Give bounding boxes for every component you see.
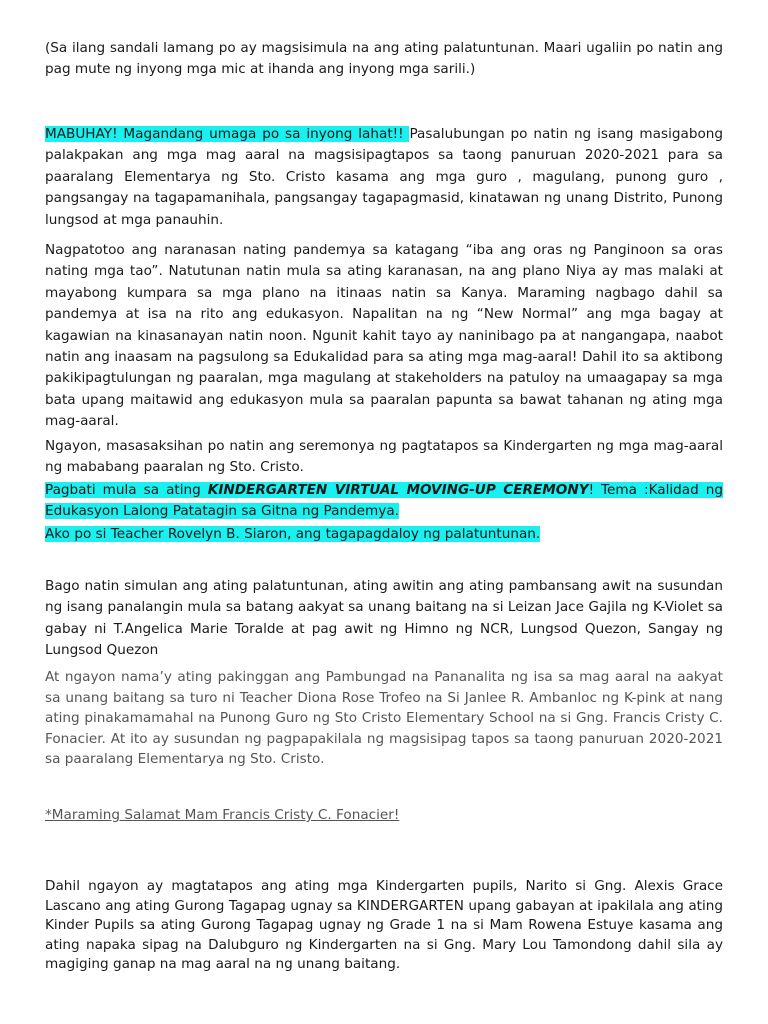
ceremony-title: KINDERGARTEN VIRTUAL MOVING-UP CEREMONY [207,482,589,498]
thanks-paragraph [45,805,723,826]
opening-remarks-paragraph: At ngayon nama’y ating pakinggan ang Pambungad na Pananalita ng isa sa mag aaral na aakyat sa unang baitang sa turo ni Teacher Diona Rose Trofeo na Si Janlee R. Ambanloc ng K-pink at nang ating pinakamamahal na Punong Guro ng Sto Cristo Elementary School na si Gng. Francis Cristy C. Fonacier. At ito ay susundan ng pagpapakilala ng magsisipag tapos sa taong panuruan 2020-2021 sa paaralang Elementarya ng Sto. Cristo. [45,669,723,768]
theme-suffix: ! Tema :Kalidad ng Edukasyon Lalong Patatagin sa Gitna ng Pandemya. [45,482,723,520]
host-line: Ako po si Teacher Rovelyn B. Siaron, ang tagapagdaloy ng palatuntunan. [45,526,541,542]
host-paragraph [45,524,723,545]
theme-paragraph [45,480,723,523]
theme-highlight [45,482,723,519]
greeting-paragraph [45,124,723,231]
kinder-paragraph: Dahil ngayon ay magtatapos ang ating mga Kindergarten pupils, Narito si Gng. Alexis Grace Lascano ang ating Gurong Tagapag ugnay sa KINDERGARTEN upang gabayan at ipakilala ang ating Kinder Pupils sa ating Gurong Tagapag ugnay ng Grade 1 na si Mam Rowena Estuye kasama ang ating napaka sipag na Dalubguro ng Kindergarten na si Gng. Mary Lou Tamondong dahil sila ay magiging ganap na mag aaral na ng unang baitang. [45,878,723,972]
greeting-text: Pasalubungan po natin ng isang masigabong palakpakan ang mga mag aaral na magsisipagtapos sa taong panuruan 2020-2021 para sa paaralang Elementarya ng Sto. Cristo kasama ang mga guro , magulang, punong guro , pangsangay na tagapamanihala, pangsangay tagapagmasid, kinatawan ng unang Distrito, Punong lungsod at mga panauhin. [45,126,724,228]
intro-note: (Sa ilang sandali lamang po ay magsisimula na ang ating palatuntunan. Maari ugaliin po natin ang pag mute ng inyong mga mic at ihanda ang inyong mga sarili.) [45,40,723,78]
ceremony-witness-paragraph: Ngayon, masasaksihan po natin ang seremonya ng pagtatapos sa Kindergarten ng mga mag-aaral ng mababang paaralan ng Sto. Cristo. [45,438,723,476]
greeting-highlight: MABUHAY! Magandang umaga po sa inyong lahat!! [45,126,410,142]
theme-prefix: Pagbati mula sa ating [45,482,208,498]
thanks-line: *Maraming Salamat Mam Francis Cristy C. Fonacier! [45,807,400,823]
anthem-paragraph: Bago natin simulan ang ating palatuntunan, ating awitin ang ating pambansang awit na susundan ng isang panalangin mula sa batang aakyat sa unang baitang na si Leizan Jace Gajila ng K-Violet sa gabay ni T.Angelica Marie Toralde at pag awit ng Himno ng NCR, Lungsod Quezon, Sangay ng Lungsod Quezon [45,578,723,659]
pandemic-paragraph: Nagpatotoo ang naranasan nating pandemya sa katagang “iba ang oras ng Panginoon sa oras nating mga tao”. Natutunan natin mula sa ating karanasan, na ang plano Niya ay mas malaki at mayabong kumpara sa mga plano na itinaas natin sa Kanya. Maraming nagbago dahil sa pandemya at isa na rito ang edukasyon. Napalitan na ng “New Normal” ang mga bagay at kagawian na kinasanayan natin noon. Ngunit kahit tayo ay naninibago pa at nangangapa, naabot natin ang inaasam na pagsulong sa Edukalidad para sa ating mga mag-aaral! Dahil ito sa aktibong pakikipagtulungan ng paaralan, mga magulang at stakeholders na patuloy na umaagapay sa mga bata upang maitawid ang edukasyon mula sa paaralan papunta sa bawat tahanan ng ating mga mag-aaral. [45,242,723,430]
